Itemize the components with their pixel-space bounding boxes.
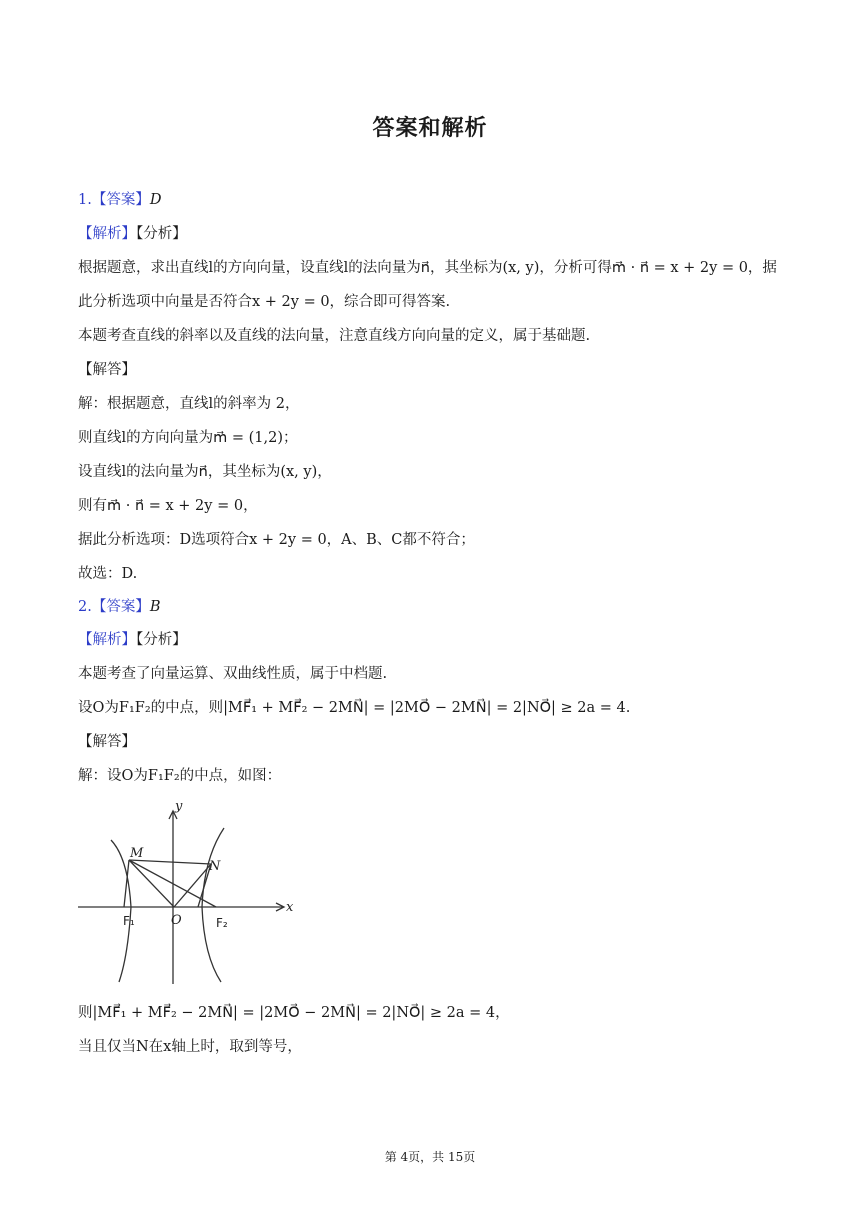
q2-fenxi-tag: 【分析】 [136,632,187,648]
q2-jieda-line-1: 解：设O为F₁F₂的中点，如图： [78,768,282,784]
q2-after-figure-line-1: 则|MF⃗₁ + MF⃗₂ − 2MN⃗| = |2MO⃗ − 2MN⃗| = 2|NO⃗| ≥ 2a = 4， [78,1005,510,1021]
q1-fenxi-line-1: 根据题意，求出直线l的方向向量，设直线l的法向量为n⃗，其坐标为(x, y)，分析可得m⃗ · n⃗ = x + 2y = 0，据 [78,260,777,276]
q1-fenxi-tag: 【分析】 [136,226,187,242]
q2-analysis-tags [78,630,187,650]
q1-answer-line [78,190,161,210]
point-F2-label: F₂ [216,916,228,930]
q1-analysis-tags [78,224,187,244]
q1-jieda-line-5: 据此分析选项：D选项符合x + 2y = 0，A、B、C都不符合； [78,532,475,548]
q2-jieda-tag: 【解答】 [78,734,136,750]
q1-jieda-tag: 【解答】 [78,362,136,378]
segment-NO [174,864,211,907]
segment-MO [129,860,174,907]
q1-jieda-line-3: 设直线l的法向量为n⃗，其坐标为(x, y)， [78,464,332,480]
point-F1-label: F₁ [123,914,135,928]
q1-number: 1. [78,192,92,208]
point-O-label: O [171,913,182,928]
hyperbola-figure [78,798,298,986]
q2-answer-line [78,597,161,617]
q2-jiexi-tag: 【解析】 [78,632,136,648]
q2-answer: B [149,599,161,615]
x-axis-label: x [286,900,294,915]
page-title: 答案和解析 [372,116,488,141]
page-footer: 第 4页，共 15页 [384,1150,476,1164]
hyperbola-left-branch [111,840,131,982]
q1-jieda-line-1: 解：根据题意，直线l的斜率为 2， [78,396,300,412]
q2-answer-tag: 【答案】 [91,599,150,615]
q1-fenxi-line-3: 本题考查直线的斜率以及直线的法向量，注意直线方向向量的定义，属于基础题. [78,328,591,344]
q2-after-figure-line-2: 当且仅当N在x轴上时，取到等号， [78,1039,302,1055]
q1-fenxi-line-2: 此分析选项中向量是否符合x + 2y = 0，综合即可得答案. [78,294,451,310]
q2-fenxi-line-2: 设O为F₁F₂的中点，则|MF⃗₁ + MF⃗₂ − 2MN⃗| = |2MO⃗ − 2MN⃗| = 2|NO⃗| ≥ 2a = 4. [78,700,631,716]
q1-jieda-line-6: 故选：D. [78,566,138,582]
q1-jieda-line-4: 则有m⃗ · n⃗ = x + 2y = 0， [78,498,258,514]
q1-answer-tag: 【答案】 [91,192,150,208]
q2-number: 2. [78,599,92,615]
point-N-label: N [209,859,221,874]
q2-fenxi-line-1: 本题考查了向量运算、双曲线性质，属于中档题. [78,666,388,682]
q1-jiexi-tag: 【解析】 [78,226,136,242]
y-axis-label: y [175,799,183,814]
q1-answer: D [149,192,162,208]
q1-jieda-line-2: 则直线l的方向向量为m⃗ = (1,2)； [78,430,298,446]
point-M-label: M [130,846,144,861]
